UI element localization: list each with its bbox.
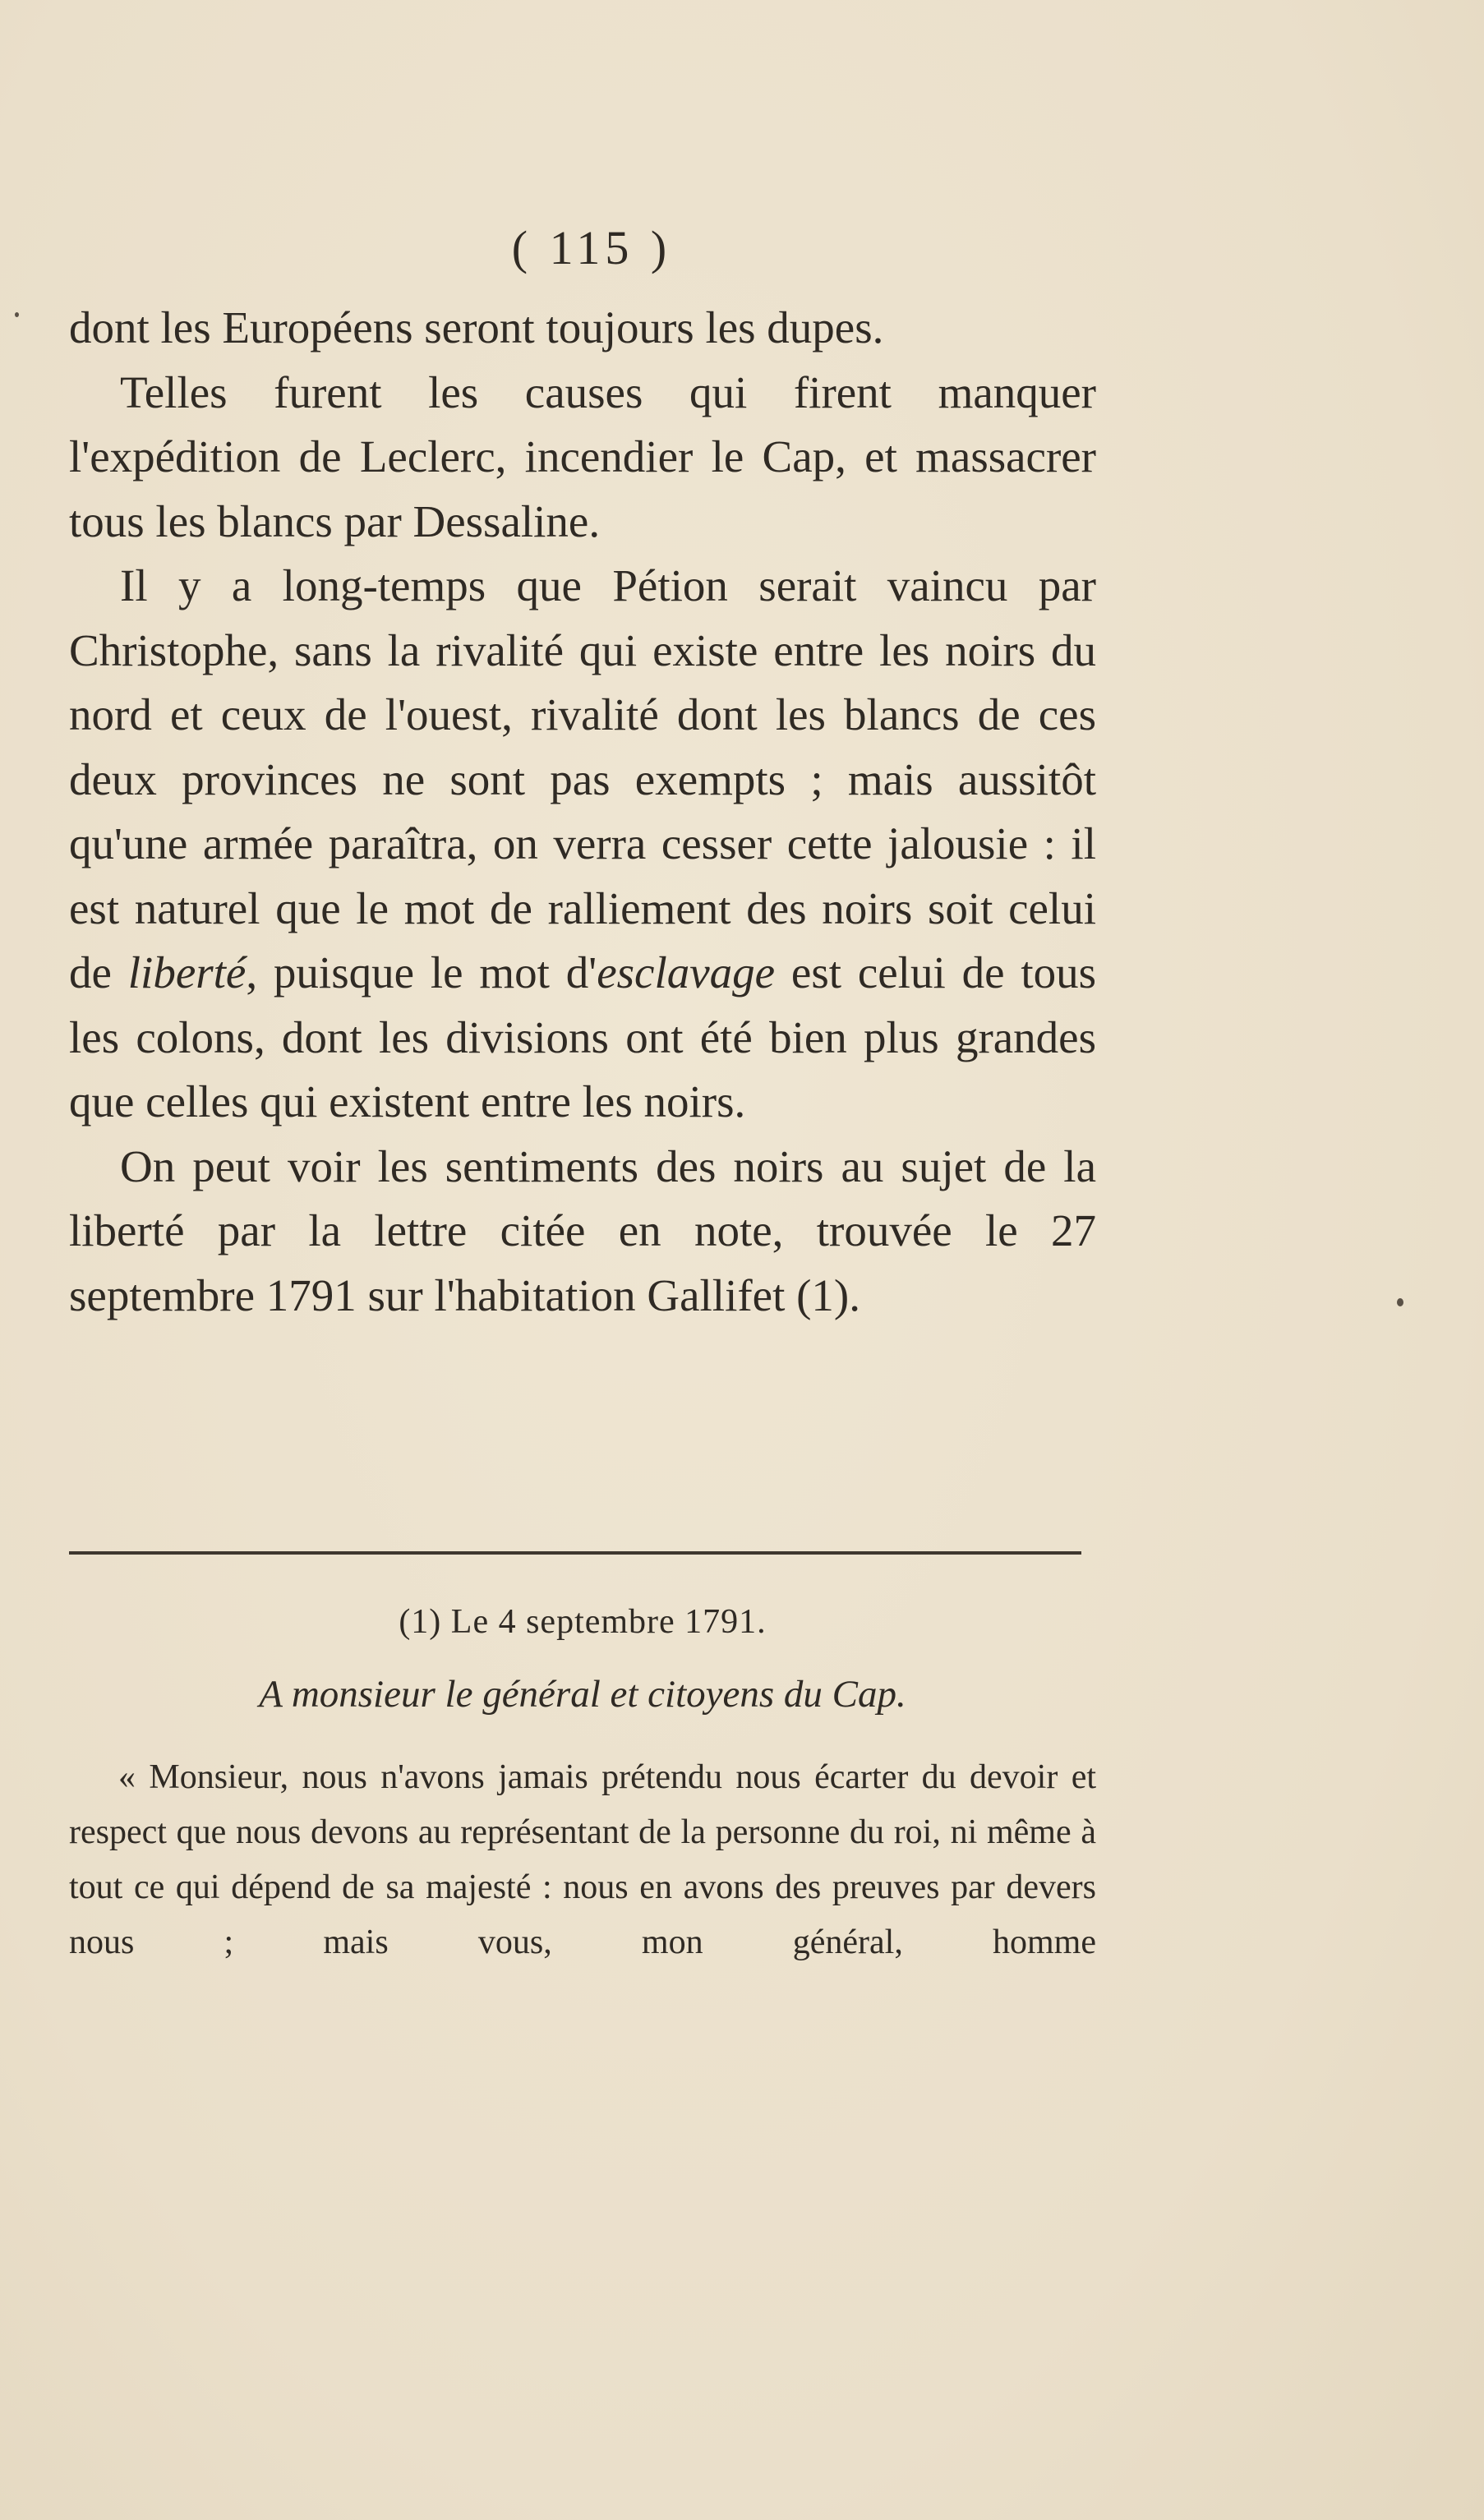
body-paragraph xyxy=(69,361,1096,555)
ink-speck xyxy=(1397,1298,1403,1306)
italic-phrase: liberté xyxy=(127,947,247,997)
text-run: On peut voir les sentiments des noirs au sujet de la liberté par la lettre citée en note, trouvée le 27 septembre 1791 sur l'habitation Gallifet (1). xyxy=(69,1140,1096,1320)
page-number: ( 115 ) xyxy=(511,221,672,274)
text-run: , puisque le mot d' xyxy=(246,947,597,997)
text-run: Telles furent les causes qui firent manquer l'expédition de Leclerc, incendier le Cap, et massacrer tous les blancs par Dessaline. xyxy=(69,366,1096,546)
footnote-separator-rule xyxy=(69,1551,1081,1555)
body-paragraph xyxy=(69,1135,1096,1329)
footnote-body: « Monsieur, nous n'avons jamais prétendu nous écarter du devoir et respect que nous devons au représentant de la personne du roi, ni même à tout ce qui dépend de sa majesté : nous en avons des preuves par devers nous ; mais vous, mon général, homme xyxy=(69,1758,1096,1961)
body-text xyxy=(69,296,1096,1328)
text-run: est celui de tous les colons, dont les divisions ont été bien plus grandes que celles qui existent entre les noirs. xyxy=(69,947,1097,1126)
italic-phrase: esclavage xyxy=(597,947,776,997)
footnote-subheading: A monsieur le général et citoyens du Cap. xyxy=(259,1673,906,1716)
footnote-heading: (1) Le 4 septembre 1791. xyxy=(399,1603,767,1641)
text-run: dont les Européens seront toujours les dupes. xyxy=(69,302,884,352)
ink-speck xyxy=(15,312,19,317)
body-paragraph xyxy=(69,554,1096,1135)
body-paragraph xyxy=(69,296,1096,361)
text-run: Il y a long-temps que Pétion serait vaincu par Christophe, sans la rivalité qui existe entre les noirs du nord et ceux de l'ouest, rivalité dont les blancs de ces deux provinces ne sont pas exempts ; mais aussitôt qu'une armée paraîtra, on verra cesser cette jalousie : il est naturel que le mot de ralliement des noirs soit celui de xyxy=(69,560,1096,997)
